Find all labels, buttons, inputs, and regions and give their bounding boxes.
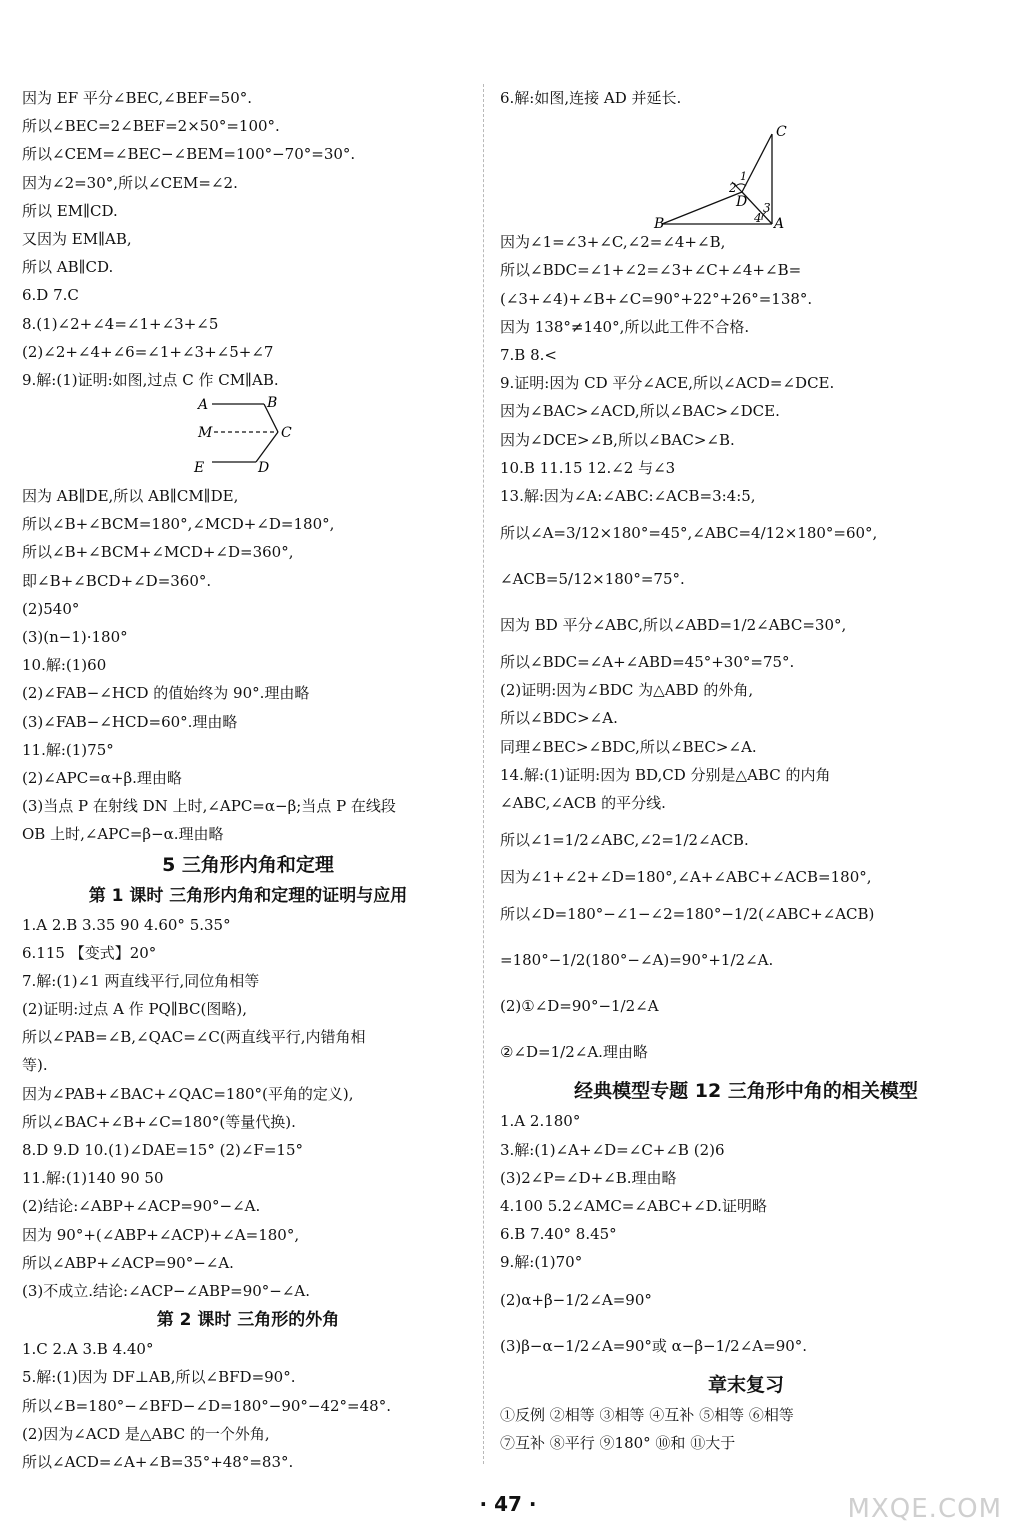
text-line: 所以∠B=180°−∠BFD−∠D=180°−90°−42°=48°.: [22, 1396, 391, 1415]
text-line: 所以 AB∥CD.: [22, 258, 114, 277]
text-line: (2)证明:因为∠BDC 为△ABD 的外角,: [500, 681, 754, 700]
formula-line: 所以∠D=180°−∠1−∠2=180°−1/2(∠ABC+∠ACB): [500, 905, 875, 924]
text-line: (3)2∠P=∠D+∠B.理由略: [500, 1168, 677, 1187]
left-block-2: [22, 482, 474, 848]
answer-line: 11.解:(1)140 90 50: [22, 1169, 164, 1188]
text-line: 所以∠ABP+∠ACP=90°−∠A.: [22, 1253, 234, 1272]
text-line: 所以∠BDC>∠A.: [500, 709, 618, 728]
label-c: C: [281, 425, 292, 442]
right-block-3: [500, 1107, 992, 1276]
angle-2-label: 2: [729, 181, 737, 196]
text-line: (3)∠FAB−∠HCD=60°.理由略: [22, 712, 238, 731]
formula-line: (2)①∠D=90°−1/2∠A: [500, 997, 659, 1016]
text-line: (2)∠APC=α+β.理由略: [22, 768, 182, 787]
text-line: 等).: [22, 1056, 48, 1075]
formula-line: ∠ACB=5/12×180°=75°.: [500, 570, 685, 589]
angle-3-label: 3: [763, 201, 771, 216]
text-line: 11.解:(1)75°: [22, 740, 114, 759]
text-line: 因为∠DCE>∠B,所以∠BAC>∠B.: [500, 430, 735, 449]
text-line: OB 上时,∠APC=β−α.理由略: [22, 825, 224, 844]
text-line: 即∠B+∠BCD+∠D=360°.: [22, 571, 212, 590]
text-line: 所以∠BDC=∠A+∠ABD=45°+30°=75°.: [500, 653, 795, 672]
right-tall-3: [500, 1277, 992, 1369]
text-line: 所以 EM∥CD.: [22, 201, 118, 220]
text-line: 3.解:(1)∠A+∠D=∠C+∠B (2)6: [500, 1140, 725, 1159]
text-line: (2)540°: [22, 599, 80, 618]
text-line: 13.解:因为∠A:∠ABC:∠ACB=3:4:5,: [500, 486, 756, 505]
text-line: 6.解:如图,连接 AD 并延长.: [500, 89, 682, 107]
left-block-4: [22, 1335, 474, 1476]
text-line: 所以∠BAC+∠B+∠C=180°(等量代换).: [22, 1112, 296, 1131]
text-line: (2)证明:过点 A 作 PQ∥BC(图略),: [22, 1000, 248, 1019]
text-line: 5.解:(1)因为 DF⊥AB,所以∠BFD=90°.: [22, 1368, 296, 1387]
answer-line: 10.B 11.15 12.∠2 与∠3: [500, 458, 676, 477]
text-line: 所以∠CEM=∠BEC−∠BEM=100°−70°=30°.: [22, 145, 356, 164]
text-line: (3)当点 P 在射线 DN 上时,∠APC=α−β;当点 P 在线段: [22, 797, 396, 816]
text-line: (∠3+∠4)+∠B+∠C=90°+22°+26°=138°.: [500, 289, 813, 308]
text-line: 所以∠B+∠BCM+∠MCD+∠D=360°,: [22, 543, 294, 562]
formula-line: (2)α+β−1/2∠A=90°: [500, 1290, 652, 1309]
label-a: A: [774, 216, 785, 229]
right-tall-2: [500, 817, 992, 1075]
lesson-2-title: 第 2 课时 三角形的外角: [156, 1310, 340, 1331]
text-line: 因为∠1+∠2+∠D=180°,∠A+∠ABC+∠ACB=180°,: [500, 868, 872, 887]
watermark: MXQE.COM: [847, 1494, 1002, 1524]
text-line: 因为 90°+(∠ABP+∠ACP)+∠A=180°,: [22, 1225, 300, 1244]
text-line: (2)因为∠ACD 是△ABC 的一个外角,: [22, 1424, 270, 1443]
answer-line: 1.C 2.A 3.B 4.40°: [22, 1340, 154, 1359]
answer-line: 8.D 9.D 10.(1)∠DAE=15° (2)∠F=15°: [22, 1141, 303, 1159]
text-line: ∠ABC,∠ACB 的平分线.: [500, 794, 666, 812]
text-line: 9.证明:因为 CD 平分∠ACE,所以∠ACD=∠DCE.: [500, 374, 835, 393]
text-line: 所以∠B+∠BCM=180°,∠MCD+∠D=180°,: [22, 515, 335, 534]
label-b: B: [654, 216, 665, 229]
text-line: 所以∠BDC=∠1+∠2=∠3+∠C+∠4+∠B=: [500, 261, 802, 280]
answer-line: 6.B 7.40° 8.45°: [500, 1225, 617, 1244]
right-tall-1: [500, 510, 992, 648]
text-line: 所以∠BEC=2∠BEF=2×50°=100°.: [22, 117, 280, 136]
label-d: D: [736, 194, 748, 211]
lesson-1-title: 第 1 课时 三角形内角和定理的证明与应用: [88, 885, 408, 906]
formula-line: 因为 BD 平分∠ABC,所以∠ABD=1/2∠ABC=30°,: [500, 616, 847, 635]
topic-title: 经典模型专题 12 三角形中角的相关模型: [574, 1080, 918, 1103]
text-line: 又因为 EM∥AB,: [22, 229, 132, 248]
left-block-3: [22, 911, 474, 1306]
text-line: 因为 EF 平分∠BEC,∠BEF=50°.: [22, 89, 253, 107]
formula-line: 所以∠1=1/2∠ABC,∠2=1/2∠ACB.: [500, 831, 749, 850]
left-column: [22, 84, 474, 1476]
triangle-figure: [500, 112, 992, 228]
answer-line: 7.B 8.<: [500, 345, 557, 364]
review-line: ①反例 ②相等 ③相等 ④互补 ⑤相等 ⑥相等: [500, 1405, 794, 1424]
review-block: [500, 1401, 992, 1457]
formula-line: ②∠D=1/2∠A.理由略: [500, 1043, 648, 1062]
text-line: 因为 138°≠140°,所以此工件不合格.: [500, 317, 750, 336]
right-block-1: [500, 228, 992, 510]
text-line: 因为∠PAB+∠BAC+∠QAC=180°(平角的定义),: [22, 1084, 354, 1103]
review-title: 章末复习: [707, 1373, 784, 1396]
text-line: 因为∠2=30°,所以∠CEM=∠2.: [22, 173, 238, 192]
angle-1-label: 1: [740, 170, 747, 184]
left-block-1: [22, 84, 474, 394]
answer-line: 8.(1)∠2+∠4=∠1+∠3+∠5: [22, 314, 219, 333]
section-title: 5 三角形内角和定理: [162, 853, 334, 876]
answer-line: 4.100 5.2∠AMC=∠ABC+∠D.证明略: [500, 1196, 767, 1215]
text-line: (3)(n−1)·180°: [22, 628, 128, 646]
right-column: [500, 84, 992, 1457]
text-line: 因为∠BAC>∠ACD,所以∠BAC>∠DCE.: [500, 402, 780, 421]
label-c: C: [776, 124, 787, 141]
angle-4-label: 4: [754, 211, 762, 226]
text-line: 所以∠PAB=∠B,∠QAC=∠C(两直线平行,内错角相: [22, 1028, 366, 1047]
answer-line: (2)∠2+∠4+∠6=∠1+∠3+∠5+∠7: [22, 342, 274, 361]
text-line: (2)∠FAB−∠HCD 的值始终为 90°.理由略: [22, 684, 310, 703]
formula-line: (3)β−α−1/2∠A=90°或 α−β−1/2∠A=90°.: [500, 1336, 808, 1355]
review-line: ⑦互补 ⑧平行 ⑨180° ⑩和 ⑪大于: [500, 1433, 736, 1452]
label-d: D: [258, 460, 270, 477]
answer-line: 6.115 【变式】20°: [22, 943, 157, 962]
text-line: 因为 AB∥DE,所以 AB∥CM∥DE,: [22, 487, 239, 506]
formula-line: 所以∠A=3/12×180°=45°,∠ABC=4/12×180°=60°,: [500, 524, 878, 543]
answer-line: 9.解:(1)证明:如图,过点 C 作 CM∥AB.: [22, 370, 279, 389]
text-line: 10.解:(1)60: [22, 656, 107, 675]
text-line: (2)结论:∠ABP+∠ACP=90°−∠A.: [22, 1197, 261, 1216]
answer-line: 6.D 7.C: [22, 286, 79, 305]
answer-line: 1.A 2.B 3.35 90 4.60° 5.35°: [22, 915, 231, 934]
right-block-2: [500, 648, 992, 817]
label-a: A: [198, 397, 209, 414]
label-e: E: [194, 460, 205, 477]
label-b: B: [267, 395, 278, 412]
column-divider: [483, 84, 484, 1464]
label-m: M: [198, 425, 213, 442]
parallel-lines-figure: [22, 394, 474, 482]
answer-line: 1.A 2.180°: [500, 1112, 581, 1131]
formula-line: =180°−1/2(180°−∠A)=90°+1/2∠A.: [500, 951, 774, 970]
text-line: 14.解:(1)证明:因为 BD,CD 分别是△ABC 的内角: [500, 765, 831, 784]
triangle-diagram: [500, 112, 992, 228]
text-line: 同理∠BEC>∠BDC,所以∠BEC>∠A.: [500, 737, 757, 756]
text-line: 9.解:(1)70°: [500, 1253, 583, 1272]
parallel-lines-diagram: [22, 394, 474, 482]
text-line: (3)不成立.结论:∠ACP−∠ABP=90°−∠A.: [22, 1281, 311, 1300]
page-number: · 47 ·: [479, 1492, 537, 1516]
text-line: 7.解:(1)∠1 两直线平行,同位角相等: [22, 971, 260, 990]
text-line: 因为∠1=∠3+∠C,∠2=∠4+∠B,: [500, 233, 726, 252]
text-line: 所以∠ACD=∠A+∠B=35°+48°=83°.: [22, 1452, 294, 1471]
